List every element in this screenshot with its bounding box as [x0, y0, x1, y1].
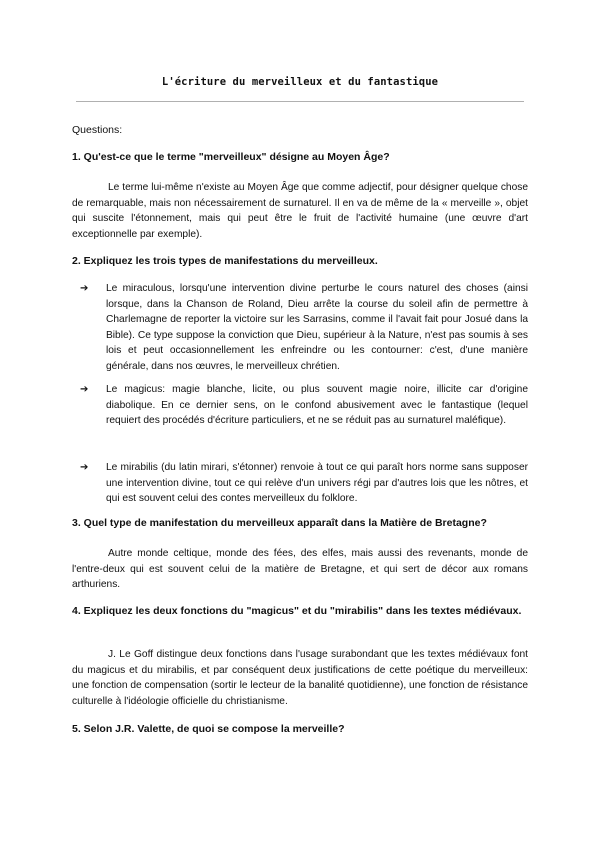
question-4-heading: 4. Expliquez les deux fonctions du "magicus" et du "mirabilis" dans les textes médiévaux.	[72, 605, 522, 617]
question-2-heading: 2. Expliquez les trois types de manifestations du merveilleux.	[72, 255, 378, 267]
bullet-mirabilis	[80, 460, 528, 507]
questions-label: Questions:	[72, 124, 123, 136]
question-3-heading: 3. Quel type de manifestation du merveilleux apparaît dans la Matière de Bretagne?	[72, 517, 487, 529]
arrow-right-icon: ➔	[80, 283, 89, 294]
arrow-right-icon: ➔	[80, 462, 89, 473]
bullet-magicus	[80, 382, 528, 429]
question-4-answer: J. Le Goff distingue deux fonctions dans l'usage surabondant que les textes médiévaux font du magicus et du mirabilis, et par conséquent deux justifications de cette poétique du merveilleux: une fonction de compensation (sortir le lecteur de la banalité quotidienne), une fonction de résistance culturelle à l'idéologie officielle du christianisme.	[72, 649, 528, 707]
arrow-right-icon: ➔	[80, 384, 89, 395]
question-1-answer: Le terme lui-même n'existe au Moyen Âge que comme adjectif, pour désigner quelque chose de remarquable, mais non nécessairement de surnaturel. Il en va de même de la « merveille », objet qui suscite l'étonnement, mais qui peut être le fruit de l'activité humaine (une œuvre d'art exceptionnelle par exemple).	[72, 182, 528, 240]
bullet-miraculous-text: Le miraculous, lorsqu'une intervention divine perturbe le cours naturel des choses (ainsi lorsque, dans la Chanson de Roland, Dieu arrête la course du soleil afin de permettre à Charlemagne de reporter la victoire sur les Sarrasins, comme il l'avait fait pour Josué dans la Bible). Ce type suppose la conviction que Dieu, supérieur à la Nature, n'est pas soumis à ses lois et peut occasionnellement les enfreindre ou les contourner: c'est, d'une manière générale, dans nos œuvres, le merveilleux chrétien.	[106, 283, 528, 372]
question-5-heading: 5. Selon J.R. Valette, de quoi se compose la merveille?	[72, 723, 345, 735]
question-1-heading: 1. Qu'est-ce que le terme "merveilleux" désigne au Moyen Âge?	[72, 151, 390, 163]
question-3-answer: Autre monde celtique, monde des fées, des elfes, mais aussi des revenants, monde de l'entre-deux qui est souvent celui de la matière de Bretagne, et qui sert de décor aux romans arthuriens.	[72, 548, 528, 590]
bullet-miraculous	[80, 281, 528, 374]
bullet-mirabilis-text: Le mirabilis (du latin mirari, s'étonner) renvoie à tout ce qui paraît hors norme sans supposer une intervention divine, tout ce qui relève d'un univers régi par d'autres lois que les nôtres, et qui est souvent celui des contes merveilleux du folklore.	[106, 462, 528, 504]
title-divider	[76, 101, 524, 102]
document-title: L'écriture du merveilleux et du fantastique	[161, 76, 439, 88]
bullet-magicus-text: Le magicus: magie blanche, licite, ou plus souvent magie noire, illicite car d'origine diabolique. En ce dernier sens, on le confond abusivement avec le fantastique (lequel requiert des procédés d'écriture particuliers, et ne se réduit pas au surnaturel maléfique).	[106, 384, 528, 426]
